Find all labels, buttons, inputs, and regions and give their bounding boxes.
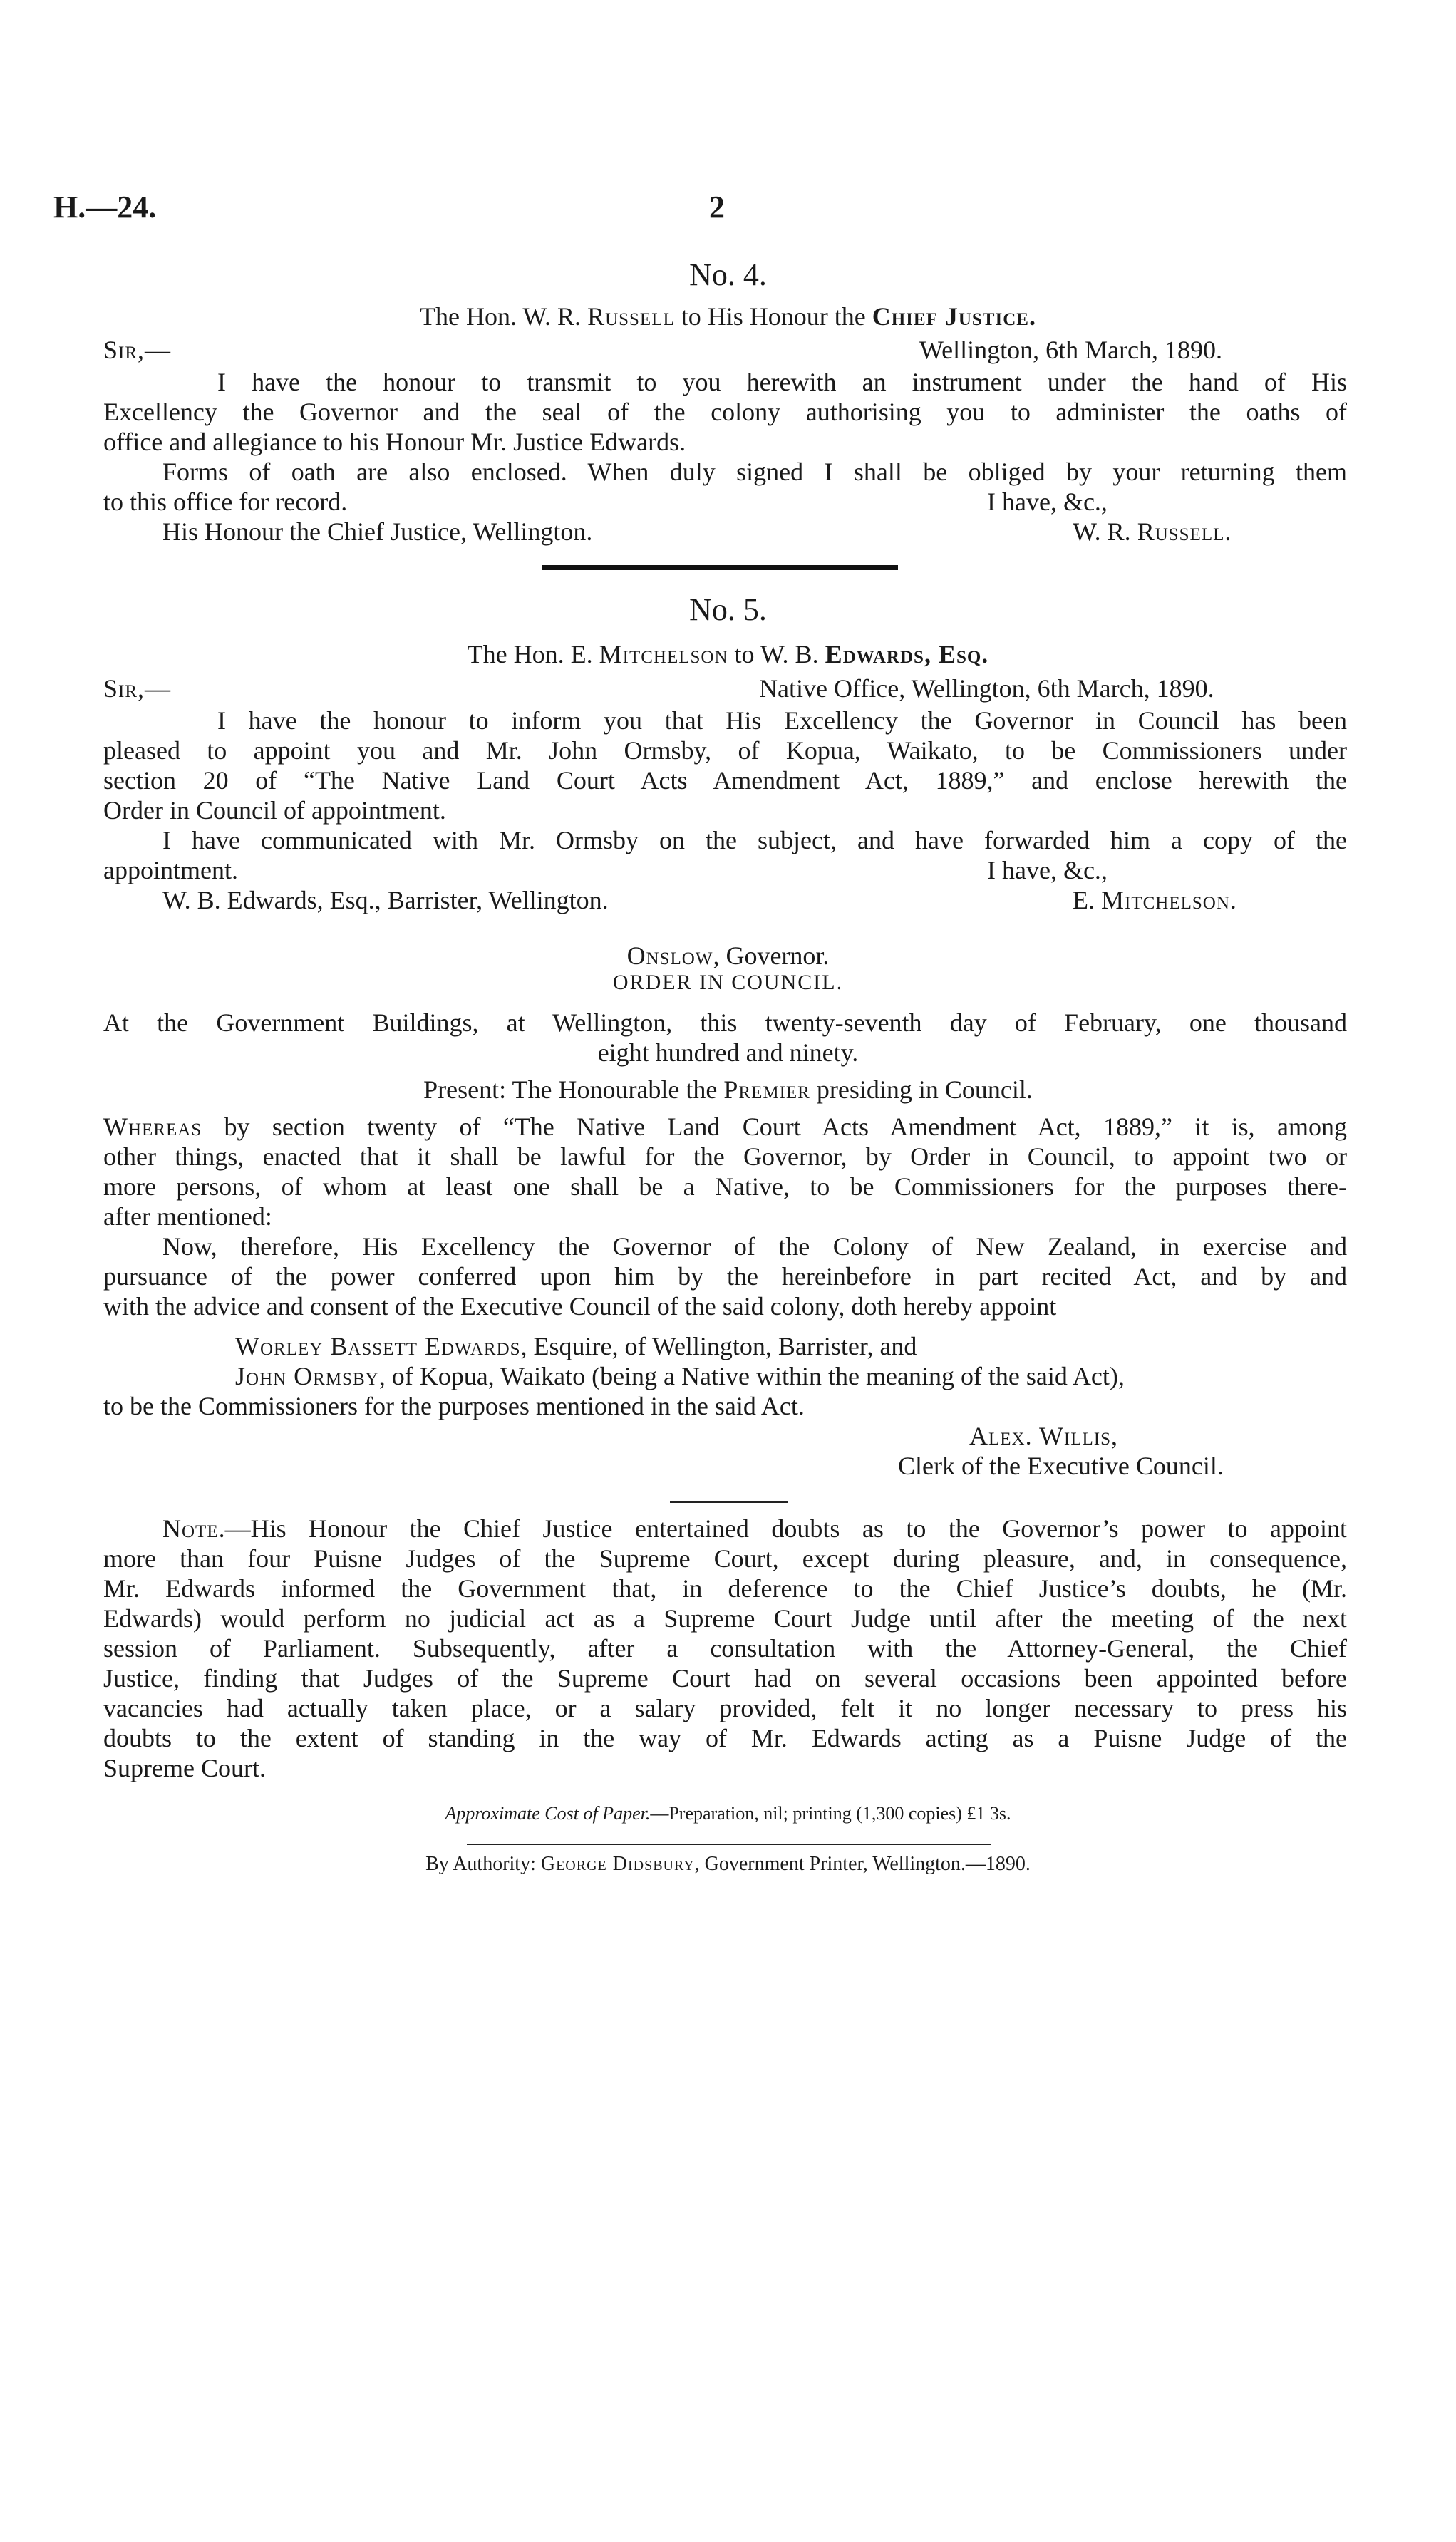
no4-heading: No. 4. [689,257,767,292]
no4-para2-line: to this office for record. [103,487,348,516]
no4-title-from: Russell [587,302,675,331]
order-present [0,1075,1456,1105]
order-clerk-name: Willis, [1038,1422,1119,1450]
order-place-line: eight hundred and ninety. [597,1038,859,1067]
no4-para1-line: Excellency the Governor and the seal of the colony authorising you to administer the oaths of [103,398,1347,426]
no5-heading: No. 5. [689,592,767,627]
note-divider [670,1501,788,1503]
order-whereas-line [103,1112,1347,1142]
no4-para1-line: I have the honour to transmit to you herewith an instrument under the hand of His [217,368,1347,396]
order-appointee-2 [235,1361,1125,1391]
order-heading: ORDER IN COUNCIL. [612,971,844,994]
section-divider [542,565,898,570]
note-line: Edwards) would perform no judicial act as a Supreme Court Judge until after the meeting of the next [103,1604,1347,1633]
no5-place-date: Native Office, Wellington, 6th March, 1890. [759,674,1214,703]
no4-para1-line: office and allegiance to his Honour Mr. Justice Edwards. [103,428,686,456]
footer-divider [467,1844,991,1845]
no4-signature-initials: W. R. [1073,517,1137,546]
order-present-post: presiding in Council. [810,1075,1033,1104]
order-whereas-line: more persons, of whom at least one shall be a Native, to be Commissioners for the purposes there- [103,1172,1347,1201]
no5-addressee: W. B. Edwards, Esq., Barrister, Wellington. [162,886,609,914]
no4-para2-line: Forms of oath are also enclosed. When duly signed I shall be obliged by your returning them [162,458,1347,486]
order-place-line: At the Government Buildings, at Wellington, this twenty-seventh day of February, one thousand [103,1008,1347,1037]
order-whereas-text: by section twenty of “The Native Land Court Acts Amendment Act, 1889,” it is, among [202,1112,1347,1141]
order-present-role: Premier [723,1075,810,1104]
note-line: Mr. Edwards informed the Government that, in deference to the Chief Justice’s doubts, he (Mr. [103,1574,1347,1603]
no5-title-from: Mitchelson [599,640,728,668]
no4-title-pre: The Hon. W. R. [420,302,588,331]
no5-signature-initials: E. [1073,886,1101,914]
no4-place-date: Wellington, 6th March, 1890. [919,336,1223,364]
printer-imprint [0,1853,1456,1876]
imprint-printer: George Didsbury [540,1853,695,1875]
no5-para2-line: appointment. [103,856,238,884]
order-appointee-2-name: John Ormsby [235,1362,379,1390]
cost-of-paper [0,1803,1456,1824]
no5-para1-line: Order in Council of appointment. [103,796,446,825]
no5-title-pre: The Hon. E. [467,640,599,668]
no5-title [0,639,1456,669]
no5-signature-name: Mitchelson. [1101,886,1237,914]
no4-closing: I have, &c., [987,487,1108,516]
order-clerk-signature [969,1421,1118,1451]
order-now-line: Now, therefore, His Excellency the Governor of the Colony of New Zealand, in exercise and [162,1232,1347,1261]
no4-title-mid: to His Honour the [674,302,872,331]
note-line: Justice, finding that Judges of the Supreme Court had on several occasions been appointed before [103,1664,1347,1693]
imprint-pre: By Authority: [425,1853,541,1875]
no4-title [0,301,1456,331]
note-label: Note [162,1514,219,1543]
no4-addressee: His Honour the Chief Justice, Wellington. [162,517,593,546]
order-clerk-title: Clerk of the Executive Council. [898,1452,1224,1480]
no5-para1-line: pleased to appoint you and Mr. John Ormsby, of Kopua, Waikato, to be Commissioners under [103,736,1347,765]
order-present-pre: Present: The Honourable the [423,1075,724,1104]
order-whereas-line: after mentioned: [103,1202,272,1231]
order-whereas-word: Whereas [103,1112,202,1141]
no4-title-to: Chief Justice. [872,302,1036,331]
order-purpose: to be the Commissioners for the purposes mentioned in the said Act. [103,1392,805,1420]
order-governor-title: , Governor. [713,941,830,970]
note-line: Supreme Court. [103,1754,266,1782]
note-line: session of Parliament. Subsequently, after a consultation with the Attorney-General, the Chief [103,1634,1347,1663]
order-whereas-line: other things, enacted that it shall be lawful for the Governor, by Order in Council, to appoint two or [103,1142,1347,1171]
no4-signature-name: Russell. [1137,517,1232,546]
order-clerk-initial: Alex. [969,1422,1039,1450]
order-governor [0,941,1456,971]
no5-closing: I have, &c., [987,856,1108,884]
imprint-post: , Government Printer, Wellington.—1890. [694,1853,1031,1875]
no5-para2-line: I have communicated with Mr. Ormsby on the subject, and have forwarded him a copy of the [162,826,1347,854]
order-governor-name: Onslow [626,941,713,970]
page-number: 2 [709,190,725,224]
note-line: vacancies had actually taken place, or a salary provided, felt it no longer necessary to press his [103,1694,1347,1722]
no4-signature [1073,517,1232,547]
document-reference: H.—24. [53,190,157,224]
order-appointee-1 [235,1331,917,1361]
order-appointee-1-rest: , Esquire, of Wellington, Barrister, and [520,1332,917,1360]
order-now-line: with the advice and consent of the Executive Council of the said colony, doth hereby appoint [103,1292,1057,1321]
note-text: .—His Honour the Chief Justice entertained doubts as to the Governor’s power to appoint [218,1514,1347,1543]
no5-salutation: Sir,— [103,674,172,703]
no5-para1-line: section 20 of “The Native Land Court Acts Amendment Act, 1889,” and enclose herewith the [103,766,1347,795]
order-appointee-2-rest: , of Kopua, Waikato (being a Native within the meaning of the said Act), [378,1362,1125,1390]
cost-label: Approximate Cost of Paper. [445,1803,651,1824]
order-now-line: pursuance of the power conferred upon him by the hereinbefore in part recited Act, and by and [103,1262,1347,1291]
note-line: doubts to the extent of standing in the way of Mr. Edwards acting as a Puisne Judge of the [103,1724,1347,1752]
no5-para1-line: I have the honour to inform you that His Excellency the Governor in Council has been [217,706,1347,735]
note-line: more than four Puisne Judges of the Supreme Court, except during pleasure, and, in consequence, [103,1544,1347,1573]
no5-title-to: Edwards, Esq. [825,640,989,668]
no5-signature [1073,885,1237,915]
no4-salutation: Sir,— [103,336,172,364]
no5-title-mid: to W. B. [728,640,825,668]
order-appointee-1-name: Worley Bassett Edwards [235,1332,521,1360]
note-line [162,1514,1347,1544]
cost-text: —Preparation, nil; printing (1,300 copies) £1 3s. [650,1803,1011,1824]
